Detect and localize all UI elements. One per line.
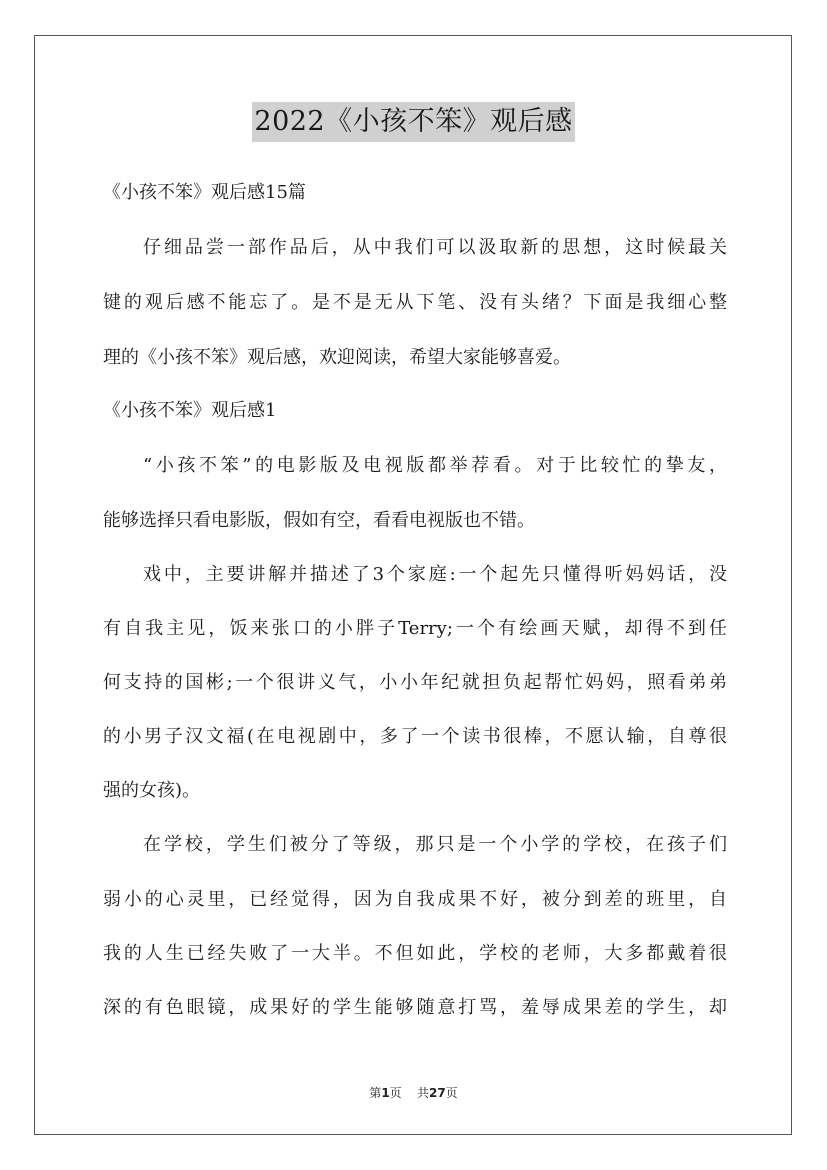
paragraph-line: 理的《小孩不笨》观后感，欢迎阅读，希望大家能够喜爱。 xyxy=(103,347,571,368)
paragraph-line: 我的人生已经失败了一大半。不但如此，学校的老师，大多都戴着很 xyxy=(103,943,727,964)
paragraph-line: “小孩不笨”的电影版及电视版都举荐看。对于比较忙的挚友， xyxy=(143,455,727,476)
paragraph-line: 弱小的心灵里，已经觉得，因为自我成果不好，被分到差的班里，自 xyxy=(103,889,727,910)
section-heading: 《小孩不笨》观后感1 xyxy=(103,400,277,421)
document-title: 2022《小孩不笨》观后感 xyxy=(252,102,574,142)
paragraph-line: 有自我主见，饭来张口的小胖子Terry;一个有绘画天赋，却得不到任 xyxy=(103,618,727,639)
paragraph-line: 能够选择只看电影版，假如有空，看看电视版也不错。 xyxy=(103,510,535,531)
page-footer xyxy=(0,1084,827,1101)
paragraph-line: 在学校，学生们被分了等级，那只是一个小学的学校，在孩子们 xyxy=(143,834,727,855)
section-heading: 《小孩不笨》观后感15篇 xyxy=(103,182,306,203)
total-prefix: 共 xyxy=(416,1086,429,1100)
paragraph-line: 的小男子汉文福(在电视剧中，多了一个读书很棒，不愿认输，自尊很 xyxy=(103,726,727,747)
total-pages: 27 xyxy=(428,1086,446,1100)
page-number: 1 xyxy=(381,1086,390,1100)
page-suffix: 页 xyxy=(389,1086,402,1100)
paragraph-line: 戏中，主要讲解并描述了3个家庭:一个起先只懂得听妈妈话，没 xyxy=(143,564,727,585)
paragraph-line: 何支持的国彬;一个很讲义气，小小年纪就担负起帮忙妈妈，照看弟弟 xyxy=(103,672,727,693)
paragraph-line: 键的观后感不能忘了。是不是无从下笔、没有头绪？下面是我细心整 xyxy=(103,292,727,313)
title-container xyxy=(0,102,827,142)
page-prefix: 第 xyxy=(369,1086,382,1100)
paragraph-line: 强的女孩)。 xyxy=(103,780,201,801)
paragraph-line: 仔细品尝一部作品后，从中我们可以汲取新的思想，这时候最关 xyxy=(143,237,727,258)
total-suffix: 页 xyxy=(445,1086,458,1100)
paragraph-line: 深的有色眼镜，成果好的学生能够随意打骂，羞辱成果差的学生，却 xyxy=(103,997,727,1018)
